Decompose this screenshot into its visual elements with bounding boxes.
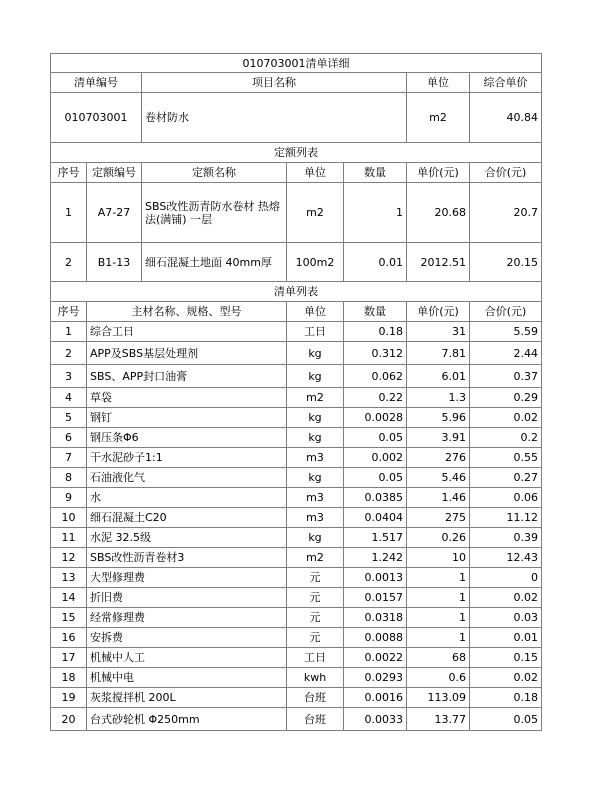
material-name: 钢压条Φ6 xyxy=(87,428,287,448)
quota-unit: m2 xyxy=(287,183,344,243)
material-unit: 元 xyxy=(287,568,344,588)
material-seq-header: 序号 xyxy=(51,302,87,322)
material-unit: 台班 xyxy=(287,688,344,708)
material-name: APP及SBS基层处理剂 xyxy=(87,342,287,365)
material-price: 276 xyxy=(407,448,470,468)
bill-detail-table xyxy=(50,53,542,731)
material-name: 干水泥砂子1:1 xyxy=(87,448,287,468)
material-name: 灰浆搅拌机 200L xyxy=(87,688,287,708)
material-unit: kg xyxy=(287,428,344,448)
material-price: 113.09 xyxy=(407,688,470,708)
material-qty: 0.22 xyxy=(344,388,407,408)
material-row xyxy=(51,648,542,668)
material-qty: 0.0022 xyxy=(344,648,407,668)
quota-total: 20.15 xyxy=(470,243,542,282)
material-seq: 19 xyxy=(51,688,87,708)
material-qty: 0.002 xyxy=(344,448,407,468)
material-total: 0.06 xyxy=(470,488,542,508)
material-seq: 9 xyxy=(51,488,87,508)
material-qty: 0.0404 xyxy=(344,508,407,528)
material-unit: kg xyxy=(287,408,344,428)
material-price: 0.26 xyxy=(407,528,470,548)
material-total: 0.39 xyxy=(470,528,542,548)
material-name: 折旧费 xyxy=(87,588,287,608)
material-total: 0 xyxy=(470,568,542,588)
material-qty: 0.05 xyxy=(344,468,407,488)
material-qty: 0.0318 xyxy=(344,608,407,628)
material-qty: 1.242 xyxy=(344,548,407,568)
material-price: 1.46 xyxy=(407,488,470,508)
material-price: 10 xyxy=(407,548,470,568)
material-seq: 12 xyxy=(51,548,87,568)
quota-seq-header: 序号 xyxy=(51,163,87,183)
material-qty: 0.312 xyxy=(344,342,407,365)
material-name: 综合工日 xyxy=(87,322,287,342)
material-price: 7.81 xyxy=(407,342,470,365)
material-unit: 元 xyxy=(287,608,344,628)
material-section-title: 清单列表 xyxy=(51,282,542,302)
quota-price: 20.68 xyxy=(407,183,470,243)
material-name: 机械中电 xyxy=(87,668,287,688)
material-total: 0.55 xyxy=(470,448,542,468)
material-row xyxy=(51,608,542,628)
material-unit: 台班 xyxy=(287,708,344,731)
material-price: 1 xyxy=(407,628,470,648)
material-total: 0.2 xyxy=(470,428,542,448)
material-seq: 1 xyxy=(51,322,87,342)
material-row xyxy=(51,668,542,688)
bill-name: 卷材防水 xyxy=(142,93,407,143)
quota-qty: 0.01 xyxy=(344,243,407,282)
material-price: 6.01 xyxy=(407,365,470,388)
material-price: 275 xyxy=(407,508,470,528)
material-name: 经常修理费 xyxy=(87,608,287,628)
material-seq: 4 xyxy=(51,388,87,408)
quota-section-title: 定额列表 xyxy=(51,143,542,163)
quota-row xyxy=(51,243,542,282)
material-price: 1.3 xyxy=(407,388,470,408)
material-price-header: 单价(元) xyxy=(407,302,470,322)
material-seq: 7 xyxy=(51,448,87,468)
material-unit: m2 xyxy=(287,548,344,568)
material-price: 1 xyxy=(407,568,470,588)
material-row xyxy=(51,568,542,588)
material-unit: kg xyxy=(287,528,344,548)
material-row xyxy=(51,365,542,388)
material-price: 31 xyxy=(407,322,470,342)
material-total: 0.03 xyxy=(470,608,542,628)
material-row xyxy=(51,508,542,528)
material-header-row xyxy=(51,302,542,322)
quota-seq: 2 xyxy=(51,243,87,282)
quota-price-header: 单价(元) xyxy=(407,163,470,183)
quota-unit-header: 单位 xyxy=(287,163,344,183)
material-seq: 10 xyxy=(51,508,87,528)
material-price: 13.77 xyxy=(407,708,470,731)
bill-code-header: 清单编号 xyxy=(51,73,142,93)
material-seq: 20 xyxy=(51,708,87,731)
material-unit: 工日 xyxy=(287,648,344,668)
material-qty: 0.0028 xyxy=(344,408,407,428)
material-price: 0.6 xyxy=(407,668,470,688)
material-total: 11.12 xyxy=(470,508,542,528)
material-rows xyxy=(51,322,542,731)
material-row xyxy=(51,448,542,468)
quota-total: 20.7 xyxy=(470,183,542,243)
material-qty: 0.18 xyxy=(344,322,407,342)
material-seq: 5 xyxy=(51,408,87,428)
material-seq: 6 xyxy=(51,428,87,448)
material-total: 0.01 xyxy=(470,628,542,648)
quota-qty-header: 数量 xyxy=(344,163,407,183)
material-name: 机械中人工 xyxy=(87,648,287,668)
bill-unit-header: 单位 xyxy=(407,73,470,93)
material-row xyxy=(51,408,542,428)
quota-name-header: 定额名称 xyxy=(142,163,287,183)
quota-unit: 100m2 xyxy=(287,243,344,282)
material-total: 0.02 xyxy=(470,408,542,428)
material-total: 2.44 xyxy=(470,342,542,365)
material-row xyxy=(51,688,542,708)
bill-unit: m2 xyxy=(407,93,470,143)
material-name: 细石混凝土C20 xyxy=(87,508,287,528)
material-qty: 0.05 xyxy=(344,428,407,448)
material-total: 0.05 xyxy=(470,708,542,731)
material-seq: 11 xyxy=(51,528,87,548)
material-name: SBS、APP封口油膏 xyxy=(87,365,287,388)
quota-total-header: 合价(元) xyxy=(470,163,542,183)
title-row xyxy=(51,54,542,73)
material-seq: 18 xyxy=(51,668,87,688)
quota-seq: 1 xyxy=(51,183,87,243)
material-total: 0.18 xyxy=(470,688,542,708)
material-name: 石油液化气 xyxy=(87,468,287,488)
material-row xyxy=(51,322,542,342)
material-total-header: 合价(元) xyxy=(470,302,542,322)
material-total: 0.02 xyxy=(470,668,542,688)
material-row xyxy=(51,708,542,731)
material-name: 水 xyxy=(87,488,287,508)
material-qty: 1.517 xyxy=(344,528,407,548)
material-total: 0.37 xyxy=(470,365,542,388)
material-seq: 3 xyxy=(51,365,87,388)
quota-name: 细石混凝土地面 40mm厚 xyxy=(142,243,287,282)
bill-header-row xyxy=(51,73,542,93)
material-qty: 0.0385 xyxy=(344,488,407,508)
quota-code: B1-13 xyxy=(87,243,142,282)
material-qty: 0.062 xyxy=(344,365,407,388)
material-total: 0.29 xyxy=(470,388,542,408)
quota-row xyxy=(51,183,542,243)
material-unit: kg xyxy=(287,365,344,388)
material-unit: 元 xyxy=(287,628,344,648)
material-qty: 0.0013 xyxy=(344,568,407,588)
material-total: 0.27 xyxy=(470,468,542,488)
material-seq: 15 xyxy=(51,608,87,628)
material-section-row xyxy=(51,282,542,302)
material-seq: 13 xyxy=(51,568,87,588)
material-name: SBS改性沥青卷材3 xyxy=(87,548,287,568)
material-total: 0.15 xyxy=(470,648,542,668)
bill-row xyxy=(51,93,542,143)
material-qty: 0.0293 xyxy=(344,668,407,688)
quota-price: 2012.51 xyxy=(407,243,470,282)
material-row xyxy=(51,468,542,488)
material-qty-header: 数量 xyxy=(344,302,407,322)
material-qty: 0.0016 xyxy=(344,688,407,708)
quota-code: A7-27 xyxy=(87,183,142,243)
page-title: 010703001清单详细 xyxy=(51,54,542,73)
material-row xyxy=(51,428,542,448)
bill-name-header: 项目名称 xyxy=(142,73,407,93)
material-unit: m3 xyxy=(287,488,344,508)
bill-price-header: 综合单价 xyxy=(470,73,542,93)
material-qty: 0.0033 xyxy=(344,708,407,731)
material-price: 5.96 xyxy=(407,408,470,428)
material-qty: 0.0157 xyxy=(344,588,407,608)
material-row xyxy=(51,528,542,548)
material-price: 68 xyxy=(407,648,470,668)
material-price: 1 xyxy=(407,608,470,628)
material-row xyxy=(51,488,542,508)
quota-code-header: 定额编号 xyxy=(87,163,142,183)
material-name: 水泥 32.5级 xyxy=(87,528,287,548)
quota-header-row xyxy=(51,163,542,183)
material-unit: 元 xyxy=(287,588,344,608)
material-name: 草袋 xyxy=(87,388,287,408)
material-row xyxy=(51,588,542,608)
material-row xyxy=(51,342,542,365)
material-row xyxy=(51,628,542,648)
material-unit: m2 xyxy=(287,388,344,408)
material-seq: 2 xyxy=(51,342,87,365)
bill-code: 010703001 xyxy=(51,93,142,143)
material-total: 12.43 xyxy=(470,548,542,568)
material-price: 1 xyxy=(407,588,470,608)
material-name: 台式砂轮机 Φ250mm xyxy=(87,708,287,731)
material-price: 3.91 xyxy=(407,428,470,448)
bill-price: 40.84 xyxy=(470,93,542,143)
material-name-header: 主材名称、规格、型号 xyxy=(87,302,287,322)
material-row xyxy=(51,548,542,568)
material-unit: kwh xyxy=(287,668,344,688)
material-unit: kg xyxy=(287,342,344,365)
material-seq: 14 xyxy=(51,588,87,608)
material-seq: 16 xyxy=(51,628,87,648)
quota-name: SBS改性沥青防水卷材 热熔法(满铺) 一层 xyxy=(142,183,287,243)
material-unit: m3 xyxy=(287,508,344,528)
quota-section-row xyxy=(51,143,542,163)
material-name: 钢钉 xyxy=(87,408,287,428)
material-total: 0.02 xyxy=(470,588,542,608)
material-total: 5.59 xyxy=(470,322,542,342)
material-unit-header: 单位 xyxy=(287,302,344,322)
material-unit: kg xyxy=(287,468,344,488)
material-row xyxy=(51,388,542,408)
material-name: 大型修理费 xyxy=(87,568,287,588)
quota-qty: 1 xyxy=(344,183,407,243)
material-unit: 工日 xyxy=(287,322,344,342)
material-qty: 0.0088 xyxy=(344,628,407,648)
material-name: 安拆费 xyxy=(87,628,287,648)
material-seq: 8 xyxy=(51,468,87,488)
material-price: 5.46 xyxy=(407,468,470,488)
material-unit: m3 xyxy=(287,448,344,468)
material-seq: 17 xyxy=(51,648,87,668)
